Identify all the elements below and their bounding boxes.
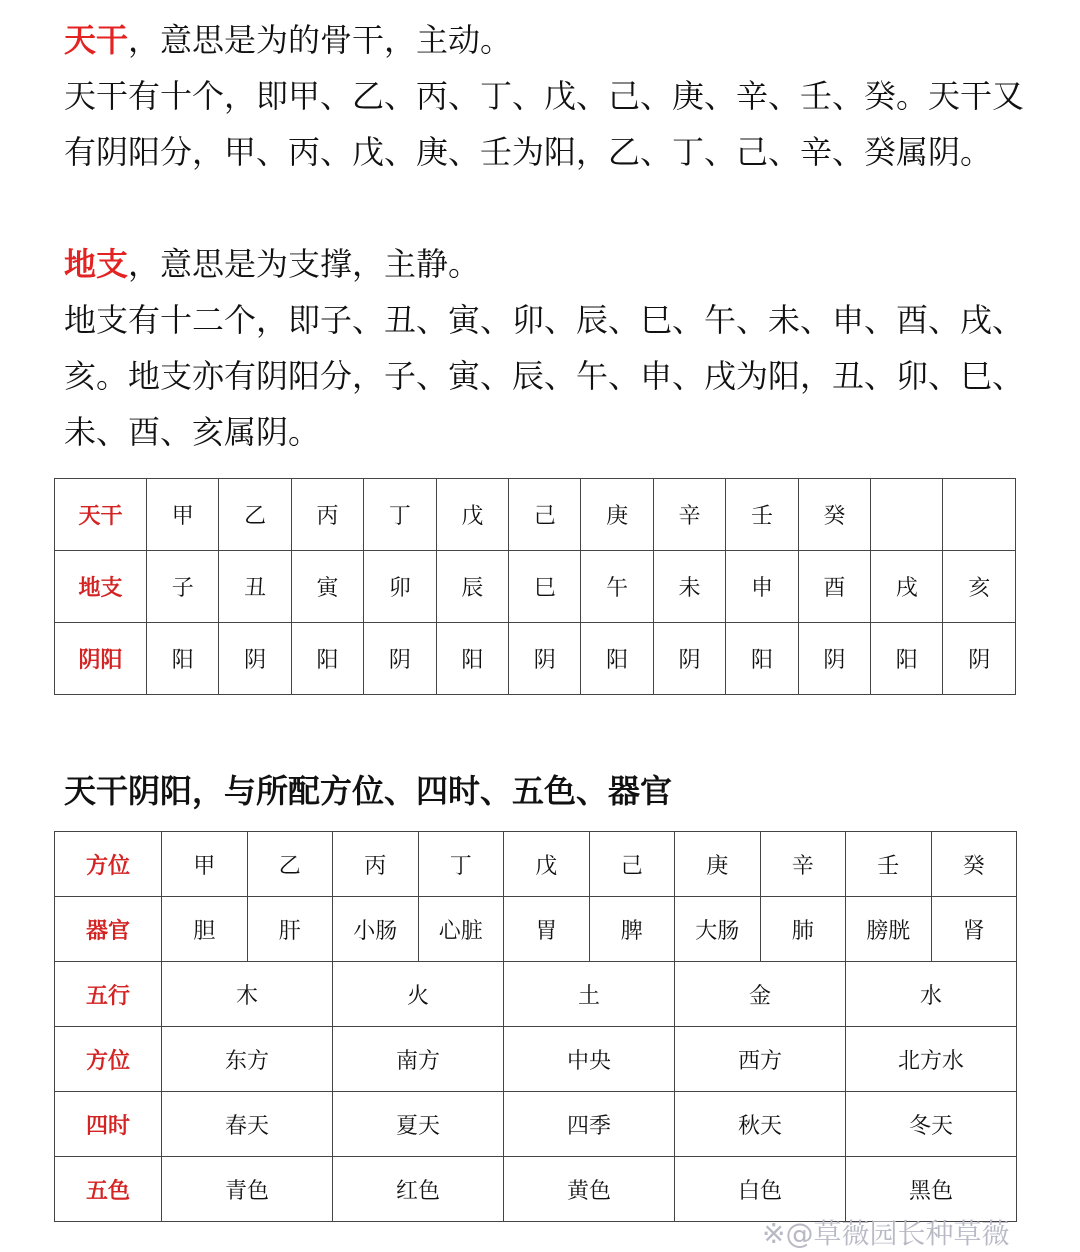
row-header: 地支 [55, 551, 147, 623]
table-cell: 胃 [504, 897, 590, 962]
table-cell: 阳 [436, 623, 508, 695]
row-header: 方位 [55, 832, 162, 897]
table-row [55, 1092, 1017, 1157]
table-cell: 东方 [162, 1027, 333, 1092]
table-cell: 青色 [162, 1157, 333, 1222]
row-header: 五行 [55, 962, 162, 1027]
stems-branches-table [54, 478, 1016, 695]
tiangan-detail: 天干有十个，即甲、乙、丙、丁、戊、己、庚、辛、壬、癸。天干又有阴阳分，甲、丙、戊、庚、壬为阳，乙、丁、己、辛、癸属阴。 [64, 77, 1025, 171]
table-cell: 脾 [589, 897, 675, 962]
table-cell: 阴 [219, 623, 291, 695]
table-cell: 己 [509, 479, 581, 551]
table-cell: 水 [846, 962, 1017, 1027]
table-cell: 黄色 [504, 1157, 675, 1222]
table-cell: 火 [333, 962, 504, 1027]
table-row [55, 1157, 1017, 1222]
table-cell: 申 [726, 551, 798, 623]
table-row [55, 832, 1017, 897]
table-cell: 肝 [247, 897, 333, 962]
row-header: 五色 [55, 1157, 162, 1222]
table-cell: 春天 [162, 1092, 333, 1157]
table-cell: 壬 [846, 832, 932, 897]
table-cell: 庚 [581, 479, 653, 551]
table-cell: 夏天 [333, 1092, 504, 1157]
table-cell: 辰 [436, 551, 508, 623]
table-cell: 肺 [760, 897, 846, 962]
table-cell: 西方 [675, 1027, 846, 1092]
section-heading: 天干阴阳，与所配方位、四时、五色、器官 [64, 772, 673, 810]
table-cell: 癸 [798, 479, 870, 551]
table-cell: 庚 [675, 832, 761, 897]
table-cell: 午 [581, 551, 653, 623]
table-cell: 膀胱 [846, 897, 932, 962]
table-cell: 未 [653, 551, 725, 623]
row-header: 阴阳 [55, 623, 147, 695]
row-header: 天干 [55, 479, 147, 551]
table-cell: 黑色 [846, 1157, 1017, 1222]
table-cell: 南方 [333, 1027, 504, 1092]
dizhi-meaning: ，意思是为支撑，主静。 [128, 245, 481, 283]
table-cell: 秋天 [675, 1092, 846, 1157]
table-cell: 甲 [162, 832, 248, 897]
table-cell: 戊 [504, 832, 590, 897]
table-cell: 阴 [943, 623, 1016, 695]
table-cell: 丑 [219, 551, 291, 623]
table-cell [943, 479, 1016, 551]
table-cell [871, 479, 943, 551]
correspondence-table [54, 831, 1017, 1222]
table-cell: 丙 [291, 479, 363, 551]
table-cell: 己 [589, 832, 675, 897]
tiangan-meaning: ，意思是为的骨干，主动。 [128, 21, 513, 59]
table-cell: 阳 [581, 623, 653, 695]
row-header: 四时 [55, 1092, 162, 1157]
table-cell: 心脏 [418, 897, 504, 962]
table-cell: 白色 [675, 1157, 846, 1222]
table-cell: 丁 [418, 832, 504, 897]
table-cell: 戊 [436, 479, 508, 551]
table-cell: 阳 [147, 623, 219, 695]
table-cell: 中央 [504, 1027, 675, 1092]
table-row [55, 1027, 1017, 1092]
table-cell: 阳 [291, 623, 363, 695]
table-row [55, 623, 1016, 695]
table-cell: 木 [162, 962, 333, 1027]
dizhi-detail: 地支有十二个，即子、丑、寅、卯、辰、巳、午、未、申、酉、戌、亥。地支亦有阴阳分，子、寅、辰、午、申、戌为阳，丑、卯、巳、未、酉、亥属阴。 [64, 301, 1025, 451]
watermark: ※@草薇园长种草薇 [762, 1217, 1010, 1250]
table-cell: 金 [675, 962, 846, 1027]
table-cell: 巳 [509, 551, 581, 623]
table-cell: 癸 [931, 832, 1017, 897]
table-cell: 丁 [364, 479, 436, 551]
table-cell: 酉 [798, 551, 870, 623]
table-cell: 阴 [364, 623, 436, 695]
table-cell: 四季 [504, 1092, 675, 1157]
table-cell: 阳 [871, 623, 943, 695]
table-cell: 北方水 [846, 1027, 1017, 1092]
table-cell: 辛 [653, 479, 725, 551]
table-cell: 乙 [219, 479, 291, 551]
table-cell: 子 [147, 551, 219, 623]
table-cell: 肾 [931, 897, 1017, 962]
table-cell: 大肠 [675, 897, 761, 962]
tiangan-term: 天干 [64, 21, 129, 59]
table-row [55, 962, 1017, 1027]
row-header: 器官 [55, 897, 162, 962]
table-cell: 小肠 [333, 897, 419, 962]
table-cell: 卯 [364, 551, 436, 623]
table-cell: 壬 [726, 479, 798, 551]
table-cell: 红色 [333, 1157, 504, 1222]
table-cell: 丙 [333, 832, 419, 897]
table-cell: 阴 [798, 623, 870, 695]
table-cell: 阴 [509, 623, 581, 695]
table-cell: 阴 [653, 623, 725, 695]
table-cell: 乙 [247, 832, 333, 897]
table-cell: 甲 [147, 479, 219, 551]
table-cell: 寅 [291, 551, 363, 623]
table-cell: 戌 [871, 551, 943, 623]
table-row [55, 551, 1016, 623]
table-cell: 辛 [760, 832, 846, 897]
tiangan-paragraph [64, 12, 1024, 180]
table-cell: 胆 [162, 897, 248, 962]
dizhi-paragraph [64, 236, 1024, 460]
table-cell: 土 [504, 962, 675, 1027]
table-row [55, 479, 1016, 551]
table-cell: 冬天 [846, 1092, 1017, 1157]
dizhi-term: 地支 [64, 245, 129, 283]
table-cell: 亥 [943, 551, 1016, 623]
row-header: 方位 [55, 1027, 162, 1092]
table-cell: 阳 [726, 623, 798, 695]
table-row [55, 897, 1017, 962]
